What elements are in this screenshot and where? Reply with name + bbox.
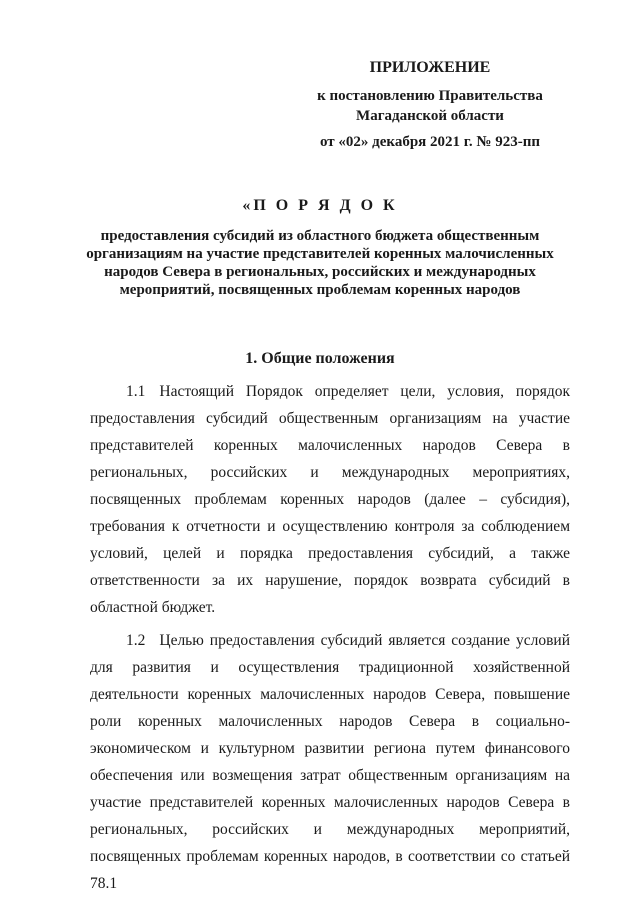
paragraph-1-2 xyxy=(90,627,570,897)
section-body xyxy=(90,378,570,903)
paragraph-1-1 xyxy=(90,378,570,621)
paragraph-text: Целью предоставления субсидий является создание условий для развития и осуществления традиционной хозяйственной деятельности коренных малочисленных народов Севера, повышение роли коренных малочисленных народов Севера в социально-экономическом и культурном развитии региона путем финансового обеспечения или возмещения затрат общественным организациям на участие представителей коренных малочисленных народов Севера в региональных, российских и международных мероприятий, посвященных проблемам коренных народов, в соответствии со статьей 78.1 xyxy=(90,632,570,892)
order-title: «П О Р Я Д О К xyxy=(242,197,398,214)
annex-block xyxy=(300,58,560,152)
annex-date-line: от «02» декабря 2021 г. № 923-пп xyxy=(319,134,540,150)
paragraph-number: 1.1 xyxy=(126,383,146,400)
paragraph-number: 1.2 xyxy=(126,632,146,649)
paragraph-text: Настоящий Порядок определяет цели, условия, порядок предоставления субсидий общественным организациям на участие представителей коренных малочисленных народов Севера в региональных, российских и международных мероприятиях, посвященных проблемам коренных народов (далее – субсидия), требования к отчетности и осуществлению контроля за соблюдением условий, целей и порядка предоставления субсидий, а также ответственности за их нарушение, порядок возврата субсидий в областной бюджет. xyxy=(90,383,570,616)
section-heading: 1. Общие положения xyxy=(245,350,395,367)
order-subtitle: предоставления субсидий из областного бюджета общественным организациям на участие представителей коренных малочисленных народов Севера в региональных, российских и международных мероприятий, посвященных проблемам коренных народов xyxy=(86,228,554,298)
annex-region-line: Магаданской области xyxy=(356,108,504,124)
annex-resolution-line: к постановлению Правительства xyxy=(317,88,543,104)
annex-title: ПРИЛОЖЕНИЕ xyxy=(369,59,491,76)
